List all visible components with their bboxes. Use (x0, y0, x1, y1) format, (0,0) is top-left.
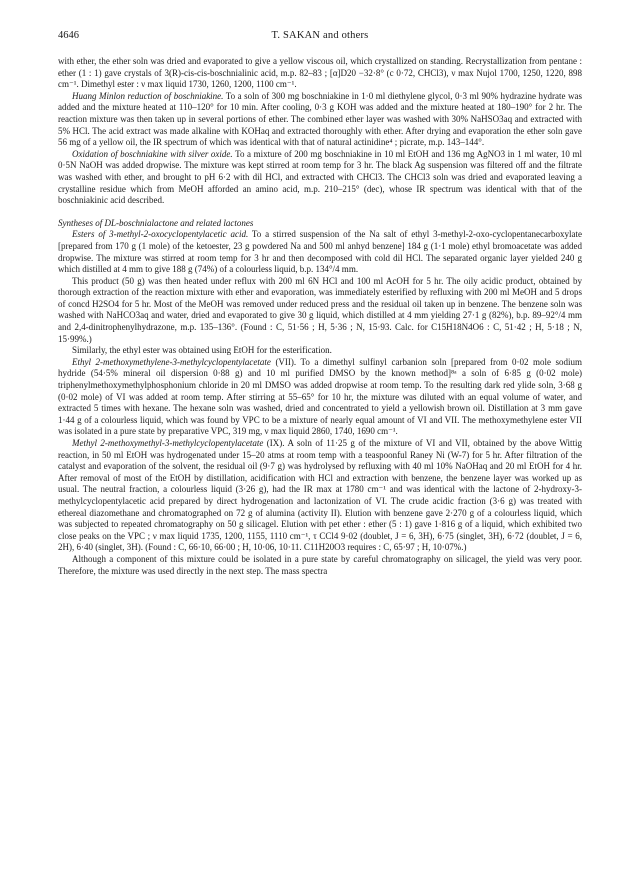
article-body (58, 56, 582, 577)
paragraph (58, 229, 582, 275)
section-heading (58, 218, 582, 230)
paragraph (58, 554, 582, 577)
running-title: T. SAKAN and others (271, 30, 369, 41)
paragraph-text: (VII). To a dimethyl sulfinyl carbanion soln [prepared from 0·02 mole sodium hydride (54·5% mineral oil dispersion 0·88 g) and 10 ml purified DMSO by the known method]⁸ᵃ a soln of 6·85 g (0·02 mole) triphenylmethoxymethylphosphonium chloride in 20 ml DMSO was added dropwise at room temp. To the resulting dark red ylide soln, 3·68 g (0·02 mole) of VI was added at room temp. After stirring at 55–65° for 10 hr, the mixture was diluted with an equal volume of water, and extracted 5 times with hexane. The hexane soln was washed, dried and concentrated to yield a yellowish brown oil. Distillation at 3 mm gave 1·44 g of a colourless liquid, which was found by VPC to be a mixture of nearly equal amount of VI and VII. The methoxymethylene ester VII was isolated in a pure state by preparative VPC, 319 mg, ν max liquid 2860, 1740, 1690 cm⁻¹. (58, 356, 582, 437)
paragraph-text: Similarly, the ethyl ester was obtained using EtOH for the esterification. (72, 345, 332, 356)
section-lead: Ethyl 2-methoxymethylene-3-methylcyclopentylacetate (72, 356, 271, 367)
section-lead: Oxidation of boschniakine with silver oxide. (72, 148, 233, 159)
paragraph-text: with ether, the ether soln was dried and evaporated to give a yellow viscous oil, which crystallized on standing. Recrystallization from pentane : ether (1 : 1) gave crystals of 3(R)-cis-cis-boschnialinic acid, m.p. 82–83 ; [α]D20 −32·8° (c 0·72, CHCl3), ν max Nujol 1700, 1250, 1220, 898 cm⁻¹. Dimethyl ester : ν max liquid 1730, 1260, 1200, 1100 cm⁻¹. (58, 56, 582, 90)
paragraph (58, 357, 582, 438)
section-lead: Methyl 2-methoxymethyl-3-methylcyclopentylacetate (72, 438, 264, 448)
page-header (58, 30, 582, 46)
paragraph (58, 149, 582, 207)
paragraph (58, 438, 582, 554)
paragraph (58, 91, 582, 149)
paragraph (58, 345, 582, 357)
paragraph-text: This product (50 g) was then heated under reflux with 200 ml 6N HCl and 100 ml AcOH for 5 hr. The oily acidic product, obtained by thorough extraction of the reaction mixture with ether and evaporation, was immediately esterified by refluxing with 200 ml MeOH and 5 drops of concd H2SO4 for 5 hr. Most of the MeOH was removed under reduced press and the residual oil taken up in benzene. The benzene soln was washed with NaHCO3aq and water, dried and evaporated to give 30 g liquid, which distilled at 4 mm yielding 27·1 g (82%), b.p. 89–92°/4 mm and 2,4-dinitrophenylhydrazone, m.p. 135–136°. (Found : C, 51·56 ; H, 5·36 ; N, 15·93. Calc. for C15H18N4O6 : C, 51·42 ; H, 5·18 ; N, 15·99%.) (58, 275, 582, 344)
paragraph-text: To a soln of 300 mg boschniakine in 1·0 ml diethylene glycol, 0·3 ml 90% hydrazine hydrate was added and the mixture heated at 110–120° for 10 min. After cooling, 0·3 g KOH was added and the mixture heated at 180–190° for 2 hr. The reaction mixture was then taken up in several portions of ether. The combined ether layer was washed with 30% NaHSO3aq and extracted with 5% HCl. The acid extract was made alkaline with KOHaq and extracted thoroughly with ether. After drying and evaporation the ether soln gave 56 mg of a yellow oil, the IR spectrum of which was identical with that of natural actinidine⁴ ; picrate, m.p. 143–144°. (58, 90, 582, 148)
paragraph-text: To a stirred suspension of the Na salt of ethyl 3-methyl-2-oxo-cyclopentanecarboxylate [prepared from 170 g (1 mole) of the ketoester, 23 g powdered Na and 500 ml anhyd benzene] 184 g (1·1 mole) ethyl bromoacetate was added dropwise. The mixture was stirred at room temp for 3 hr and then decomposed with cold dil HCl. The separated organic layer yielded 240 g which distilled at 4 mm to give 188 g (74%) of a colourless liquid, b.p. 134°/4 mm. (58, 229, 583, 275)
section-lead: Huang Minlon reduction of boschniakine. (72, 90, 224, 101)
section-heading-text: Syntheses of DL-boschnialactone and related lactones (58, 217, 254, 228)
paragraph-text: (IX). A soln of 11·25 g of the mixture of VI and VII, obtained by the above Wittig reaction, in 50 ml EtOH was hydrogenated under 15–20 atms at room temp with a teaspoonful Raney Ni (W-7) for 5 hr. After filtration of the catalyst and evaporation of the solvent, the residual oil (9·7 g) was hydrolysed by refluxing with 40 ml 10% NaOHaq and 20 ml EtOH for 4 hr. After removal of most of the EtOH by distillation, acidification with HCl and extraction with benzene, the benzene layer was worked up as usual. The neutral fraction, a colourless liquid (3·26 g), had the IR max at 1780 cm⁻¹ and was identical with the lactone of 2-hydroxy-3-methylcyclopentylacetic acid prepared by direct hydrogenation and lactonization of VI. The crude acidic fraction (3·6 g) was treated with ethereal diazomethane and chromatographed on 72 g of alumina (activity II). Elution with benzene gave 2·270 g of a colourless liquid, which was subjected to repeated chromatography on 50 g silicagel. Elution with pet ether : ether (5 : 1) gave 1·816 g of a liquid, which exhibited two close peaks on the VPC ; ν max liquid 1735, 1200, 1155, 1110 cm⁻¹, τ CCl4 9·02 (doublet, J = 6, 3H), 6·75 (singlet, 3H), 6·72 (doublet, J = 6, 2H), 6·40 (singlet, 3H). (Found : C, 66·10, 66·00 ; H, 10·06, 10·11. C11H20O3 requires : C, 65·97 ; H, 10·07%.) (58, 438, 582, 553)
paragraph (58, 56, 582, 91)
page (58, 30, 582, 577)
paragraph (58, 276, 582, 346)
page-number: 4646 (58, 30, 79, 41)
paragraph-text: Although a component of this mixture could be isolated in a pure state by careful chromatography on silicagel, the yield was very poor. Therefore, the mixture was used directly in the next step. The mass spectra (58, 553, 582, 576)
section-lead: Esters of 3-methyl-2-oxocyclopentylacetic acid. (72, 229, 249, 240)
paragraph-text: To a mixture of 200 mg boschniakine in 10 ml EtOH and 136 mg AgNO3 in 1 ml water, 10 ml 0·5N NaOH was added dropwise. The mixture was kept stirred at room temp for 3 hr. The black Ag suspension was filtered off and the filtrate was washed with ether, and brought to pH 6·2 with dil HCl, and extracted with CHCl3. The CHCl3 soln was dried and evaporated leaving a crystalline residue which from MeOH afforded an amino acid, m.p. 210–215° (dec), whose IR spectrum was identical with that of the boschniakinic acid described. (58, 148, 582, 206)
